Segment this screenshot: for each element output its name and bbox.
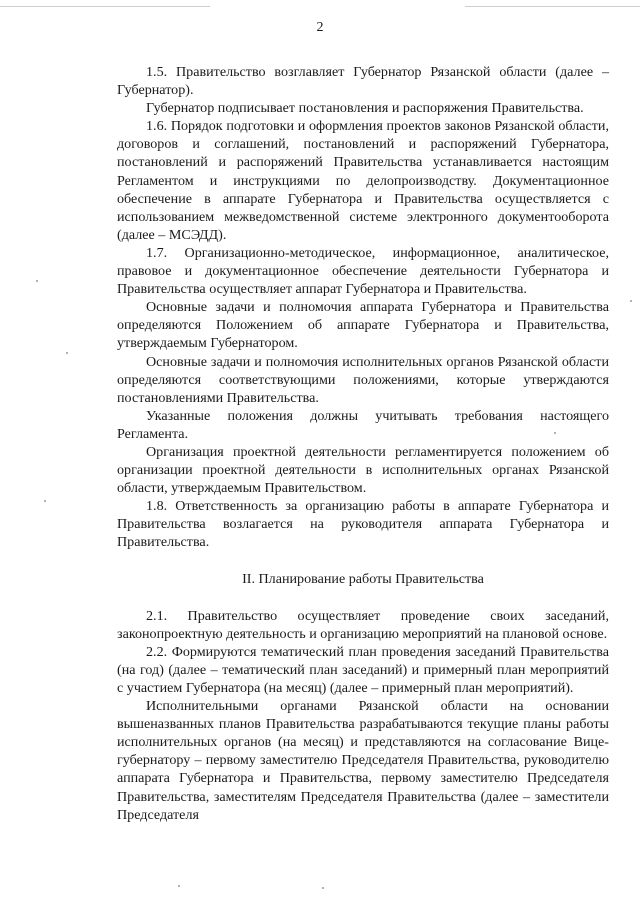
- paragraph-1-7: 1.7. Организационно-методическое, информационное, аналитическое, правовое и документационное обеспечение деятельности Губернатора и Правительства осуществляет аппарат Губернатора и Правительства.: [117, 244, 609, 298]
- paragraph-2-2: 2.2. Формируются тематический план проведения заседаний Правительства (на год) (далее – тематический план заседаний) и примерный план мероприятий с участием Губернатора (на месяц) (далее – примерный план мероприятий).: [117, 643, 609, 696]
- paragraph-1-6: 1.6. Порядок подготовки и оформления проектов законов Рязанской области, договоров и соглашений, постановлений и распоряжений Губернатора, постановлений и распоряжений Правительства устанавливается настоящим Регламентом и инструкциями по делопроизводству. Документационное обеспечение в аппарате Губернатора и Правительства осуществляется с использованием межведомственной системе электронного документооборота (далее – МСЭДД).: [117, 118, 609, 243]
- paragraph-regulations-requirements: Указанные положения должны учитывать требования настоящего Регламента.: [117, 407, 609, 442]
- paragraph-1-8: 1.8. Ответственность за организацию работы в аппарате Губернатора и Правительства возлагается на руководителя аппарата Губернатора и Правительства.: [117, 498, 609, 551]
- scan-speck: [36, 280, 38, 282]
- paragraph-1-5: 1.5. Правительство возглавляет Губернатор Рязанской области (далее – Губернатор).: [117, 64, 609, 99]
- paragraph-apparatus-tasks: Основные задачи и полномочия аппарата Губернатора и Правительства определяются Положением об аппарате Губернатора и Правительства, утверждаемым Губернатором.: [117, 299, 609, 352]
- scan-speck: [554, 432, 556, 434]
- paragraph-project-activity: Организация проектной деятельности регламентируется положением об организации проектной деятельности в исполнительных органах Рязанской области, утверждаемым Правительством.: [117, 443, 609, 497]
- scan-edge-line-left: [0, 6, 210, 7]
- scan-speck: [66, 352, 68, 354]
- scan-edge-line-right: [465, 6, 640, 7]
- scan-speck: [630, 300, 632, 302]
- paragraph-executive-bodies-tasks: Основные задачи и полномочия исполнительных органов Рязанской области определяются соответствующими положениями, которые утверждаются постановлениями Правительства.: [117, 353, 609, 406]
- document-body: [117, 63, 609, 824]
- section-2-heading: II. Планирование работы Правительства: [242, 570, 484, 587]
- paragraph-2-1: 2.1. Правительство осуществляет проведение своих заседаний, законопроектную деятельность и организацию мероприятий на плановой основе.: [117, 607, 609, 642]
- paragraph-governor-signs: Губернатор подписывает постановления и распоряжения Правительства.: [146, 100, 584, 117]
- scan-speck: [178, 885, 180, 887]
- paragraph-executive-plans: Исполнительными органами Рязанской области на основании вышеназванных планов Правительства разрабатываются текущие планы работы исполнительных органов (на месяц) и представляются на согласование Вице-губернатору – первому заместителю Председателя Правительства, руководителю аппарата Губернатора и Правительства, первому заместителю Председателя Правительства, заместителям Председателя Правительства (далее – заместители Председателя: [117, 698, 609, 823]
- scan-speck: [44, 500, 46, 502]
- scan-speck: [322, 887, 324, 889]
- page-number: 2: [316, 20, 324, 35]
